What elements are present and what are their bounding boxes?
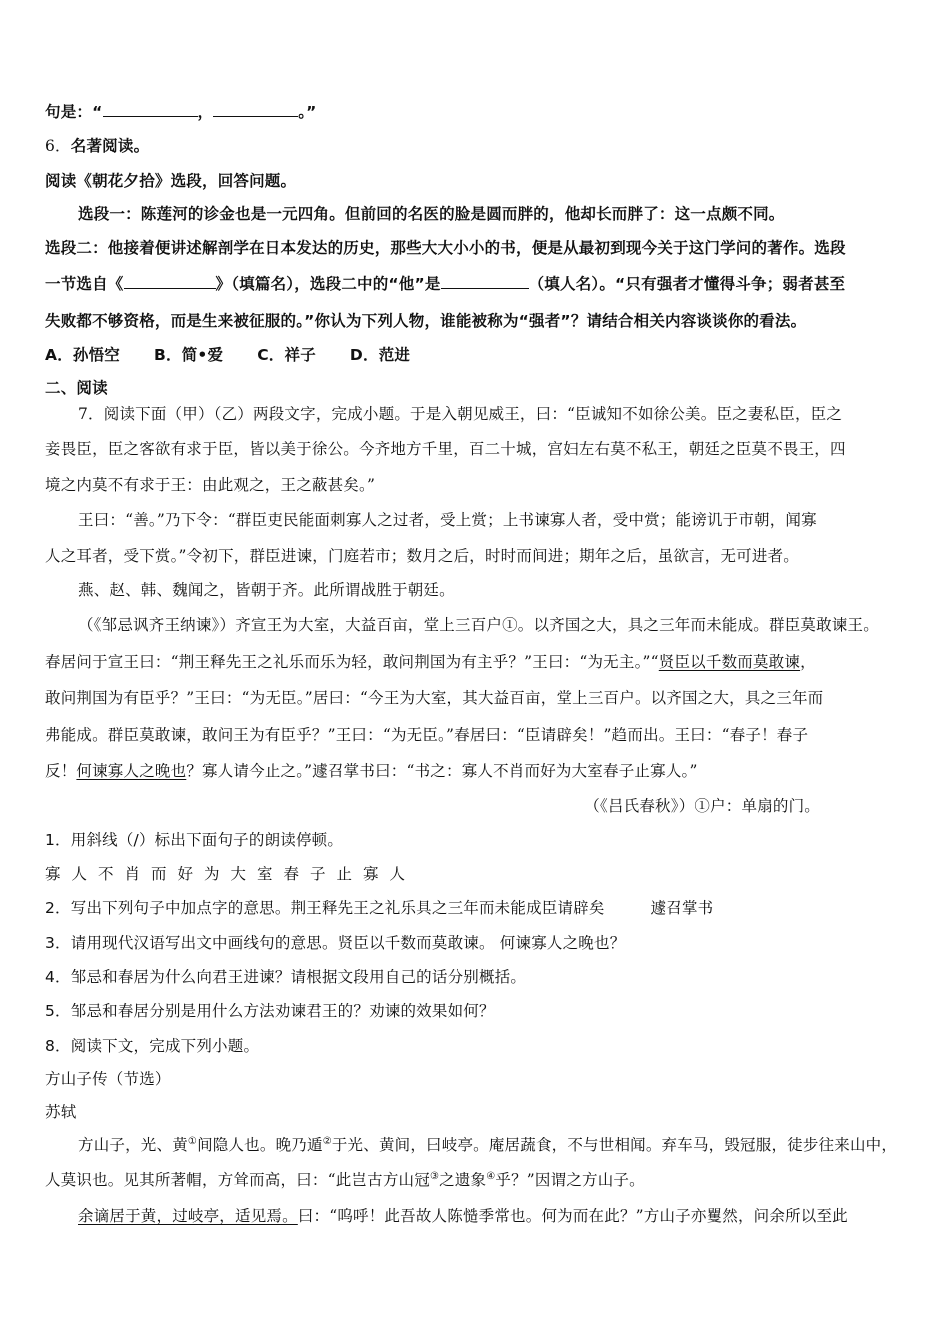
q8-p2-rest: 曰：“呜呼！此吾故人陈慥季常也。何为而在此？”方山子亦矍然，问余所以至此 (297, 1207, 848, 1225)
q8-p1-l1-a: 方山子，光、黄 (78, 1136, 188, 1154)
q6-blank-person[interactable] (441, 273, 529, 289)
q7-underlined-sentence-2: 何谏寡人之晚也 (76, 762, 187, 780)
q7-p4-line5-b: ？寡人请今止之。”遽召掌书曰：“书之：寡人不肖而好为大室春子止寡人。” (186, 762, 698, 780)
q7-source-note: （《吕氏春秋》）①户：单扇的门。 (584, 797, 820, 815)
q8-title: 方山子传（节选） (45, 1070, 171, 1088)
footnote-mark-4: ④ (486, 1170, 496, 1182)
q8-p1-l2-c: 乎？”因谓之方山子。 (495, 1171, 645, 1189)
q7-p4-line2 (45, 651, 915, 673)
q6-excerpt-2: 选段二：他接着便讲述解剖学在日本发达的历史，那些大大小小的书，便是从最初到现今关于这门学问的著作。选段 (45, 239, 846, 257)
q7-p4-line5 (45, 760, 915, 782)
q7-sub1-sentence: 寡人不肖而好为大室春子止寡人 (45, 865, 417, 883)
footnote-mark-3: ③ (429, 1170, 440, 1182)
q8-author: 苏轼 (45, 1103, 77, 1121)
q8-p1-line1 (78, 1134, 948, 1156)
q6-fill-line (45, 273, 915, 295)
q5-blank-1[interactable] (103, 101, 198, 117)
q8-p1-line2 (45, 1169, 915, 1191)
q6-option-a[interactable]: A．孙悟空 (45, 346, 120, 364)
footnote-mark-2: ② (322, 1135, 332, 1147)
q6-title: 名著阅读。 (70, 137, 150, 155)
q6-instruction: 阅读《朝花夕拾》选段，回答问题。 (45, 172, 297, 190)
q6-option-c[interactable]: C．祥子 (257, 346, 316, 364)
q7-p4-line5-a: 反！ (45, 762, 77, 780)
q6-excerpt-1: 选段一：陈莲河的诊金也是一元四角。但前回的名医的脸是圆而胖的，他却长而胖了：这一点颇不同。 (78, 205, 785, 223)
q7-sub2-text: 2．写出下列句子中加点字的意思。荆王释先王之礼乐具之三年而未能成臣请辟矣 (45, 899, 605, 917)
q6-blank-title[interactable] (124, 273, 216, 289)
q8-underlined-sentence: 余谪居于黄，过岐亭，适见焉。 (78, 1207, 298, 1225)
q7-p3: 燕、赵、韩、魏闻之，皆朝于齐。此所谓战胜于朝廷。 (78, 581, 455, 599)
q7-sub3: 3．请用现代汉语写出文中画线句的意思。贤臣以千数而莫敢谏。 何谏寡人之晚也？ (45, 934, 626, 952)
q7-underlined-sentence-1: 贤臣以千数而莫敢谏 (658, 653, 801, 671)
q8-p1-l2-a: 人莫识也。见其所著帽，方耸而高，曰：“此岂古方山冠 (45, 1171, 430, 1189)
q5-blank-2[interactable] (213, 101, 298, 117)
q5-lead: 句是：“ (45, 103, 103, 121)
q7-sub2 (45, 897, 915, 919)
q7-p2-line1: 王曰：“善。”乃下令：“群臣吏民能面刺寡人之过者，受上赏；上书谏寡人者，受中赏；能谤讥于市朝，闻寡 (78, 511, 817, 529)
section-2-title: 二、阅读 (45, 379, 108, 397)
q7-sub2-tail: 遽召掌书 (650, 899, 714, 917)
q7-p4-line4: 弗能成。群臣莫敢谏，敢问王为有臣乎？”王曰：“为无臣。”春居曰：“臣请辟矣！”趋而出。王曰：“春子！春子 (45, 726, 809, 744)
q6-fill-a: 一节选自《 (45, 275, 124, 293)
q7-p4-line2-b: ， (800, 653, 816, 671)
q5-sep: ， (197, 103, 214, 121)
q8-p2-line1 (78, 1205, 948, 1227)
q8-p1-l1-b: 间隐人也。晚乃遁 (197, 1136, 323, 1154)
q6-fill-c: （填人名）。“只有强者才懂得斗争；弱者甚至 (528, 275, 846, 293)
q6-options (45, 344, 915, 366)
q5-end: 。” (298, 103, 317, 121)
q7-p1-line3: 境之内莫不有求于王：由此观之，王之蔽甚矣。” (45, 476, 376, 494)
q6-option-b[interactable]: B．简•爱 (154, 346, 224, 364)
q8-p1-l1-c: 于光、黄间，曰岐亭。庵居蔬食，不与世相闻。弃车马，毁冠服，徒步往来山中， (331, 1136, 898, 1154)
q6-prompt: 失败都不够资格，而是生来被征服的。”你认为下列人物，谁能被称为“强者”？请结合相关内容谈谈你的看法。 (45, 312, 807, 330)
q7-p4-line3: 敢问荆国为有臣乎？”王曰：“为无臣。”居曰：“今王为大室，其大益百亩，堂上三百户。以齐国之大，具之三年而 (45, 689, 824, 707)
q6-fill-b: 》（填篇名），选段二中的“他”是 (215, 275, 441, 293)
q7-p1-line1: 7．阅读下面（甲）（乙）两段文字，完成小题。于是入朝见威王，曰：“臣诚知不如徐公美。臣之妻私臣，臣之 (78, 405, 843, 423)
q7-p4-line2-a: 春居问于宣王曰：“荆王释先王之礼乐而乐为轻，敢问荆国为有主乎？”王曰：“为无主。”“ (45, 653, 659, 671)
q6-number: 6． (45, 137, 71, 155)
q6-option-d[interactable]: D．范进 (349, 346, 411, 364)
q7-sub5: 5．邹忌和春居分别是用什么方法劝谏君王的？劝谏的效果如何？ (45, 1002, 495, 1020)
q7-sub4: 4．邹忌和春居为什么向君王进谏？请根据文段用自己的话分别概括。 (45, 968, 527, 986)
q7-sub1: 1．用斜线（/）标出下面句子的朗读停顿。 (45, 831, 344, 849)
q7-p2-line2: 人之耳者，受下赏。”令初下，群臣进谏，门庭若市；数月之后，时时而间进；期年之后，虽欲言，无可进者。 (45, 547, 799, 565)
q7-p4-line1: （《邹忌讽齐王纳谏》）齐宣王为大室，大益百亩，堂上三百户①。以齐国之大，具之三年而未能成。群臣莫敢谏王。 (78, 616, 879, 634)
footnote-mark-1: ① (187, 1135, 198, 1147)
q8-p1-l2-b: 之遗象 (439, 1171, 487, 1189)
q7-p1-line2: 妾畏臣，臣之客欲有求于臣，皆以美于徐公。今齐地方千里，百二十城，宫妇左右莫不私王，朝廷之臣莫不畏王，四 (45, 440, 846, 458)
q5-answer-line (45, 101, 915, 123)
q6-heading (45, 135, 915, 157)
q8-intro: 8．阅读下文，完成下列小题。 (45, 1037, 260, 1055)
